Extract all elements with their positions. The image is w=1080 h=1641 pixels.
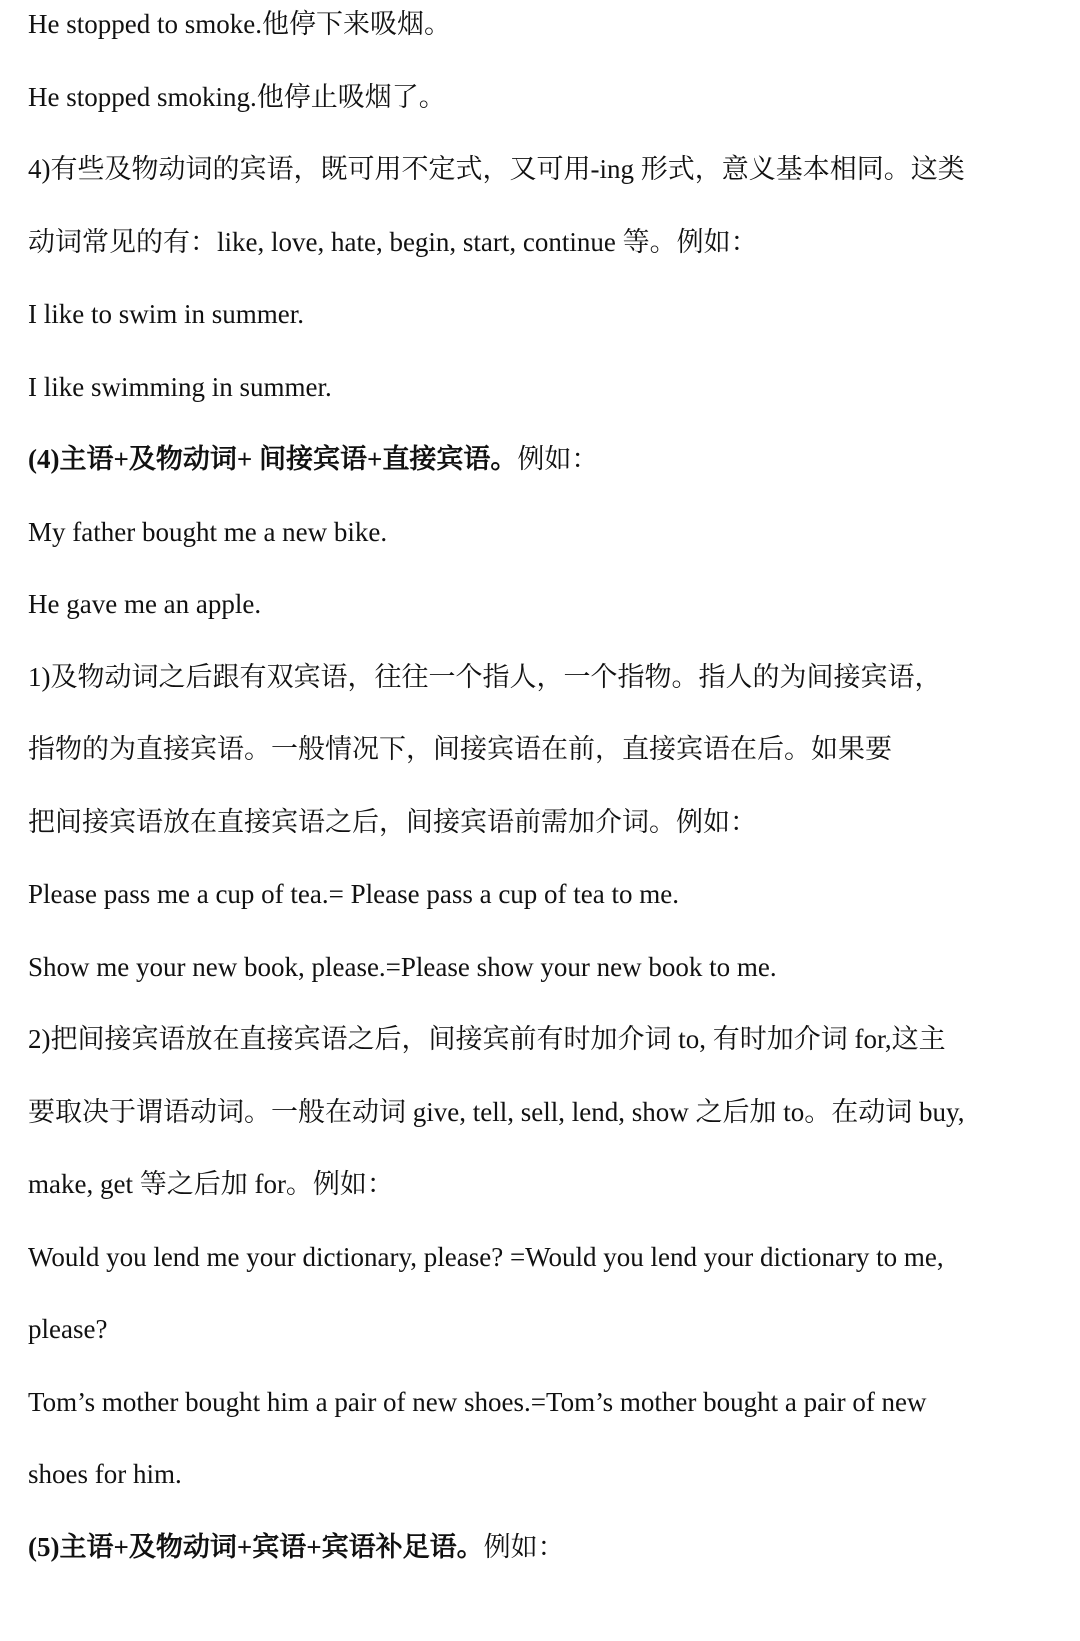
section-heading-5: [28, 1530, 1060, 1564]
text-line: please?: [28, 1314, 108, 1344]
text-line: 要取决于谓语动词。一般在动词 give, tell, sell, lend, show 之后加 to。在动词 buy,: [28, 1097, 965, 1127]
text-line: Would you lend me your dictionary, please? =Would you lend your dictionary to me,: [28, 1242, 944, 1272]
text-line: 把间接宾语放在直接宾语之后，间接宾语前需加介词。例如：: [28, 807, 757, 837]
text-line: He stopped to smoke.他停下来吸烟。: [28, 9, 451, 39]
text-line: 2)把间接宾语放在直接宾语之后，间接宾前有时加介词 to, 有时加介词 for,这主: [28, 1024, 946, 1054]
text-line: Tom’s mother bought him a pair of new shoes.=Tom’s mother bought a pair of new: [28, 1387, 927, 1417]
text-line: I like to swim in summer.: [28, 299, 304, 329]
text-line: He stopped smoking.他停止吸烟了。: [28, 82, 446, 112]
text-line: 指物的为直接宾语。一般情况下，间接宾语在前，直接宾语在后。如果要: [28, 734, 892, 764]
section-heading-4: [28, 442, 1060, 476]
text-line: Show me your new book, please.=Please show your new book to me.: [28, 952, 777, 982]
section-heading-suffix: 例如：: [483, 1532, 565, 1562]
text-line: He gave me an apple.: [28, 589, 262, 619]
text-line: 4)有些及物动词的宾语，既可用不定式，又可用-ing 形式，意义基本相同。这类: [28, 154, 965, 184]
text-line: Please pass me a cup of tea.= Please pass a cup of tea to me.: [28, 879, 680, 909]
section-heading-bold: (4)主语+及物动词+ 间接宾语+直接宾语。: [28, 444, 518, 474]
text-line: 1)及物动词之后跟有双宾语，往往一个指人，一个指物。指人的为间接宾语，: [28, 662, 942, 692]
text-line: My father bought me a new bike.: [28, 517, 388, 547]
text-line: shoes for him.: [28, 1459, 182, 1489]
section-heading-suffix: 例如：: [517, 444, 599, 474]
text-line: make, get 等之后加 for。例如：: [28, 1169, 394, 1199]
section-heading-bold: (5)主语+及物动词+宾语+宾语补足语。: [28, 1532, 484, 1562]
text-line: I like swimming in summer.: [28, 372, 332, 402]
text-line: 动词常见的有：like, love, hate, begin, start, continue 等。例如：: [28, 227, 758, 257]
